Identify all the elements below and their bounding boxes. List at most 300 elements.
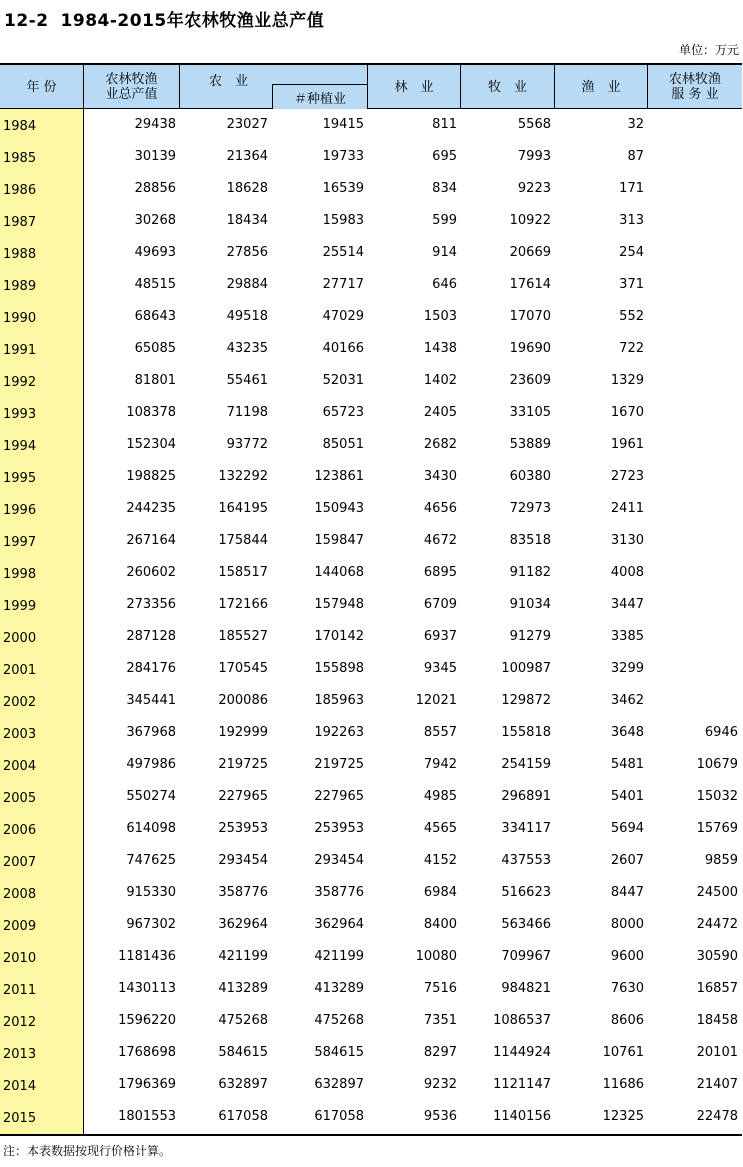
cell-total: 1768698 bbox=[118, 1045, 176, 1060]
cell-crop: 362964 bbox=[314, 917, 364, 932]
cell-agri: 71198 bbox=[226, 405, 268, 420]
cell-crop: 192263 bbox=[314, 725, 364, 740]
cell-forest: 2405 bbox=[423, 405, 457, 420]
cell-total: 967302 bbox=[126, 917, 176, 932]
cell-animal: 17614 bbox=[509, 277, 551, 292]
cell-service: 21407 bbox=[696, 1077, 738, 1092]
cell-animal: 60380 bbox=[509, 469, 551, 484]
cell-forest: 834 bbox=[432, 181, 457, 196]
cell-agri: 18434 bbox=[226, 213, 268, 228]
cell-forest: 646 bbox=[432, 277, 457, 292]
cell-service: 20101 bbox=[696, 1045, 738, 1060]
cell-crop: 15983 bbox=[322, 213, 364, 228]
cell-agri: 584615 bbox=[218, 1045, 268, 1060]
cell-fish: 5694 bbox=[610, 821, 644, 836]
cell-total: 108378 bbox=[126, 405, 176, 420]
cell-animal: 254159 bbox=[501, 757, 551, 772]
table-row bbox=[0, 525, 742, 557]
cell-forest: 6895 bbox=[423, 565, 457, 580]
cell-crop: 52031 bbox=[322, 373, 364, 388]
cell-service bbox=[648, 653, 742, 685]
cell-year: 1984 bbox=[3, 119, 37, 134]
cell-year: 1989 bbox=[3, 279, 37, 294]
cell-animal: 563466 bbox=[501, 917, 551, 932]
cell-crop: 185963 bbox=[314, 693, 364, 708]
cell-forest: 4985 bbox=[423, 789, 457, 804]
cell-forest: 12021 bbox=[415, 693, 457, 708]
table-row bbox=[0, 461, 742, 493]
header-service-line1: 农林牧渔 bbox=[668, 72, 721, 87]
table-row bbox=[0, 717, 742, 749]
cell-service bbox=[648, 205, 742, 237]
cell-service: 6946 bbox=[704, 725, 738, 740]
table-row bbox=[0, 1069, 742, 1101]
cell-forest: 4565 bbox=[423, 821, 457, 836]
cell-year: 2013 bbox=[3, 1047, 37, 1062]
cell-animal: 19690 bbox=[509, 341, 551, 356]
cell-service: 9859 bbox=[704, 853, 738, 868]
cell-forest: 2682 bbox=[423, 437, 457, 452]
cell-agri: 43235 bbox=[226, 341, 268, 356]
cell-forest: 7351 bbox=[423, 1013, 457, 1028]
header-total-line1: 农林牧渔 bbox=[105, 72, 158, 87]
cell-animal: 516623 bbox=[501, 885, 551, 900]
cell-fish: 5481 bbox=[610, 757, 644, 772]
cell-service bbox=[648, 173, 742, 205]
cell-forest: 6709 bbox=[423, 597, 457, 612]
cell-forest: 8297 bbox=[423, 1045, 457, 1060]
cell-crop: 19415 bbox=[322, 117, 364, 132]
cell-agri: 185527 bbox=[218, 629, 268, 644]
cell-crop: 40166 bbox=[322, 341, 364, 356]
cell-year: 1990 bbox=[3, 311, 37, 326]
table-bottom-border bbox=[0, 1134, 742, 1136]
cell-fish: 313 bbox=[619, 213, 644, 228]
cell-agri: 18628 bbox=[226, 181, 268, 196]
cell-forest: 7942 bbox=[423, 757, 457, 772]
cell-year: 2009 bbox=[3, 919, 37, 934]
cell-animal: 129872 bbox=[501, 693, 551, 708]
cell-animal: 83518 bbox=[509, 533, 551, 548]
cell-fish: 5401 bbox=[610, 789, 644, 804]
cell-service bbox=[648, 525, 742, 557]
cell-year: 1988 bbox=[3, 247, 37, 262]
cell-total: 345441 bbox=[126, 693, 176, 708]
cell-animal: 91182 bbox=[509, 565, 551, 580]
cell-fish: 7630 bbox=[610, 981, 644, 996]
cell-animal: 53889 bbox=[509, 437, 551, 452]
table-header bbox=[0, 63, 742, 109]
cell-agri: 93772 bbox=[226, 437, 268, 452]
table-row bbox=[0, 397, 742, 429]
cell-total: 1181436 bbox=[118, 949, 176, 964]
header-animal: 牧 业 bbox=[461, 65, 555, 109]
cell-crop: 475268 bbox=[314, 1013, 364, 1028]
cell-year: 1997 bbox=[3, 535, 37, 550]
header-total-line2: 业总产值 bbox=[105, 87, 158, 102]
cell-agri: 293454 bbox=[218, 853, 268, 868]
cell-year: 2001 bbox=[3, 663, 37, 678]
cell-animal: 1121147 bbox=[493, 1077, 551, 1092]
cell-crop: 253953 bbox=[314, 821, 364, 836]
cell-total: 284176 bbox=[126, 661, 176, 676]
cell-crop: 27717 bbox=[322, 277, 364, 292]
cell-service: 24500 bbox=[696, 885, 738, 900]
cell-forest: 695 bbox=[432, 149, 457, 164]
cell-animal: 334117 bbox=[501, 821, 551, 836]
cell-agri: 362964 bbox=[218, 917, 268, 932]
table-row bbox=[0, 365, 742, 397]
header-total bbox=[84, 65, 180, 109]
cell-year: 2011 bbox=[3, 983, 37, 998]
cell-fish: 8606 bbox=[610, 1013, 644, 1028]
cell-service bbox=[648, 461, 742, 493]
table-row bbox=[0, 941, 742, 973]
cell-agri: 170545 bbox=[218, 661, 268, 676]
table-row bbox=[0, 237, 742, 269]
header-crops: ＃种植业 bbox=[272, 84, 368, 109]
cell-animal: 155818 bbox=[501, 725, 551, 740]
cell-total: 550274 bbox=[126, 789, 176, 804]
cell-crop: 65723 bbox=[322, 405, 364, 420]
header-fishery: 渔 业 bbox=[555, 65, 648, 109]
table-row bbox=[0, 653, 742, 685]
cell-total: 273356 bbox=[126, 597, 176, 612]
cell-crop: 25514 bbox=[322, 245, 364, 260]
cell-crop: 155898 bbox=[314, 661, 364, 676]
cell-agri: 175844 bbox=[218, 533, 268, 548]
cell-animal: 100987 bbox=[501, 661, 551, 676]
cell-forest: 9232 bbox=[423, 1077, 457, 1092]
cell-year: 2000 bbox=[3, 631, 37, 646]
cell-service: 16857 bbox=[696, 981, 738, 996]
cell-service bbox=[648, 397, 742, 429]
cell-year: 1987 bbox=[3, 215, 37, 230]
cell-fish: 10761 bbox=[602, 1045, 644, 1060]
cell-agri: 358776 bbox=[218, 885, 268, 900]
cell-forest: 599 bbox=[432, 213, 457, 228]
cell-animal: 23609 bbox=[509, 373, 551, 388]
cell-fish: 1670 bbox=[610, 405, 644, 420]
cell-crop: 358776 bbox=[314, 885, 364, 900]
cell-animal: 33105 bbox=[509, 405, 551, 420]
table-row bbox=[0, 301, 742, 333]
unit-label: 单位：万元 bbox=[678, 43, 739, 57]
header-service-line2: 服 务 业 bbox=[671, 87, 719, 102]
cell-service bbox=[648, 493, 742, 525]
cell-forest: 4672 bbox=[423, 533, 457, 548]
cell-agri: 132292 bbox=[218, 469, 268, 484]
cell-total: 367968 bbox=[126, 725, 176, 740]
cell-year: 2014 bbox=[3, 1079, 37, 1094]
cell-crop: 16539 bbox=[322, 181, 364, 196]
cell-fish: 3385 bbox=[610, 629, 644, 644]
cell-agri: 23027 bbox=[226, 117, 268, 132]
cell-service: 24472 bbox=[696, 917, 738, 932]
cell-service bbox=[648, 365, 742, 397]
cell-animal: 296891 bbox=[501, 789, 551, 804]
cell-year: 2010 bbox=[3, 951, 37, 966]
cell-crop: 632897 bbox=[314, 1077, 364, 1092]
cell-total: 267164 bbox=[126, 533, 176, 548]
cell-service bbox=[648, 333, 742, 365]
cell-forest: 9345 bbox=[423, 661, 457, 676]
cell-service: 10679 bbox=[696, 757, 738, 772]
table-row bbox=[0, 109, 742, 141]
cell-fish: 1961 bbox=[610, 437, 644, 452]
cell-crop: 227965 bbox=[314, 789, 364, 804]
table-row bbox=[0, 141, 742, 173]
cell-service bbox=[648, 621, 742, 653]
cell-agri: 253953 bbox=[218, 821, 268, 836]
cell-total: 1430113 bbox=[118, 981, 176, 996]
header-year: 年 份 bbox=[0, 65, 84, 109]
cell-fish: 87 bbox=[627, 149, 644, 164]
cell-fish: 3130 bbox=[610, 533, 644, 548]
cell-agri: 21364 bbox=[226, 149, 268, 164]
cell-service bbox=[648, 685, 742, 717]
cell-fish: 3447 bbox=[610, 597, 644, 612]
table-title: 1984-2015年农林牧渔业总产值 bbox=[60, 11, 325, 31]
cell-agri: 475268 bbox=[218, 1013, 268, 1028]
table-row bbox=[0, 845, 742, 877]
cell-agri: 55461 bbox=[226, 373, 268, 388]
cell-total: 260602 bbox=[126, 565, 176, 580]
cell-fish: 722 bbox=[619, 341, 644, 356]
cell-agri: 617058 bbox=[218, 1109, 268, 1124]
cell-fish: 12325 bbox=[602, 1109, 644, 1124]
cell-year: 1995 bbox=[3, 471, 37, 486]
table-number: 12-2 bbox=[4, 11, 49, 31]
cell-forest: 4656 bbox=[423, 501, 457, 516]
cell-fish: 11686 bbox=[602, 1077, 644, 1092]
cell-animal: 437553 bbox=[501, 853, 551, 868]
table-row bbox=[0, 205, 742, 237]
cell-total: 29438 bbox=[134, 117, 176, 132]
cell-year: 2012 bbox=[3, 1015, 37, 1030]
cell-total: 614098 bbox=[126, 821, 176, 836]
cell-fish: 32 bbox=[627, 117, 644, 132]
table-row bbox=[0, 269, 742, 301]
table-row bbox=[0, 1101, 742, 1133]
cell-agri: 27856 bbox=[226, 245, 268, 260]
cell-animal: 1086537 bbox=[493, 1013, 551, 1028]
cell-service bbox=[648, 109, 742, 141]
cell-fish: 9600 bbox=[610, 949, 644, 964]
cell-year: 2007 bbox=[3, 855, 37, 870]
cell-forest: 4152 bbox=[423, 853, 457, 868]
cell-forest: 3430 bbox=[423, 469, 457, 484]
cell-fish: 3462 bbox=[610, 693, 644, 708]
footnote: 注：本表数据按现行价格计算。 bbox=[3, 1144, 172, 1158]
cell-service bbox=[648, 301, 742, 333]
cell-forest: 6937 bbox=[423, 629, 457, 644]
cell-year: 1986 bbox=[3, 183, 37, 198]
cell-animal: 20669 bbox=[509, 245, 551, 260]
table-row bbox=[0, 813, 742, 845]
cell-agri: 164195 bbox=[218, 501, 268, 516]
cell-total: 30139 bbox=[134, 149, 176, 164]
cell-year: 1996 bbox=[3, 503, 37, 518]
cell-service: 15032 bbox=[696, 789, 738, 804]
cell-crop: 123861 bbox=[314, 469, 364, 484]
cell-forest: 1438 bbox=[423, 341, 457, 356]
cell-agri: 421199 bbox=[218, 949, 268, 964]
table-body bbox=[0, 109, 742, 1134]
cell-agri: 158517 bbox=[218, 565, 268, 580]
cell-year: 2002 bbox=[3, 695, 37, 710]
cell-animal: 5568 bbox=[517, 117, 551, 132]
cell-agri: 29884 bbox=[226, 277, 268, 292]
cell-fish: 8000 bbox=[610, 917, 644, 932]
cell-forest: 1402 bbox=[423, 373, 457, 388]
cell-total: 747625 bbox=[126, 853, 176, 868]
cell-fish: 1329 bbox=[610, 373, 644, 388]
cell-forest: 1503 bbox=[423, 309, 457, 324]
cell-crop: 219725 bbox=[314, 757, 364, 772]
cell-crop: 19733 bbox=[322, 149, 364, 164]
cell-service: 15769 bbox=[696, 821, 738, 836]
cell-forest: 914 bbox=[432, 245, 457, 260]
table-row bbox=[0, 749, 742, 781]
table-row bbox=[0, 973, 742, 1005]
cell-total: 152304 bbox=[126, 437, 176, 452]
cell-total: 28856 bbox=[134, 181, 176, 196]
table-row bbox=[0, 685, 742, 717]
table-row bbox=[0, 589, 742, 621]
table-row bbox=[0, 621, 742, 653]
cell-crop: 159847 bbox=[314, 533, 364, 548]
cell-total: 81801 bbox=[134, 373, 176, 388]
cell-year: 1985 bbox=[3, 151, 37, 166]
cell-service bbox=[648, 237, 742, 269]
cell-forest: 811 bbox=[432, 117, 457, 132]
cell-fish: 171 bbox=[619, 181, 644, 196]
cell-agri: 413289 bbox=[218, 981, 268, 996]
page-title bbox=[4, 6, 324, 31]
cell-year: 1998 bbox=[3, 567, 37, 582]
header-forestry: 林 业 bbox=[368, 65, 461, 109]
cell-fish: 552 bbox=[619, 309, 644, 324]
cell-fish: 3648 bbox=[610, 725, 644, 740]
cell-animal: 17070 bbox=[509, 309, 551, 324]
cell-total: 49693 bbox=[134, 245, 176, 260]
cell-animal: 9223 bbox=[517, 181, 551, 196]
cell-crop: 150943 bbox=[314, 501, 364, 516]
cell-animal: 91034 bbox=[509, 597, 551, 612]
cell-total: 30268 bbox=[134, 213, 176, 228]
cell-service bbox=[648, 141, 742, 173]
cell-total: 1596220 bbox=[118, 1013, 176, 1028]
cell-service bbox=[648, 589, 742, 621]
cell-forest: 8400 bbox=[423, 917, 457, 932]
cell-animal: 709967 bbox=[501, 949, 551, 964]
cell-fish: 254 bbox=[619, 245, 644, 260]
cell-total: 915330 bbox=[126, 885, 176, 900]
cell-forest: 6984 bbox=[423, 885, 457, 900]
table-row bbox=[0, 493, 742, 525]
table-row bbox=[0, 557, 742, 589]
cell-animal: 7993 bbox=[517, 149, 551, 164]
cell-crop: 157948 bbox=[314, 597, 364, 612]
cell-animal: 10922 bbox=[509, 213, 551, 228]
cell-year: 1993 bbox=[3, 407, 37, 422]
table-row bbox=[0, 1005, 742, 1037]
cell-animal: 72973 bbox=[509, 501, 551, 516]
cell-total: 497986 bbox=[126, 757, 176, 772]
cell-total: 287128 bbox=[126, 629, 176, 644]
table-row bbox=[0, 429, 742, 461]
cell-forest: 7516 bbox=[423, 981, 457, 996]
cell-crop: 170142 bbox=[314, 629, 364, 644]
cell-animal: 984821 bbox=[501, 981, 551, 996]
cell-fish: 3299 bbox=[610, 661, 644, 676]
cell-agri: 172166 bbox=[218, 597, 268, 612]
cell-crop: 85051 bbox=[322, 437, 364, 452]
cell-year: 2004 bbox=[3, 759, 37, 774]
cell-forest: 8557 bbox=[423, 725, 457, 740]
table-row bbox=[0, 781, 742, 813]
table-row bbox=[0, 877, 742, 909]
header-agriculture: 农 业 bbox=[180, 65, 368, 109]
cell-fish: 2723 bbox=[610, 469, 644, 484]
cell-forest: 9536 bbox=[423, 1109, 457, 1124]
cell-service bbox=[648, 557, 742, 589]
header-service bbox=[648, 65, 742, 109]
cell-total: 68643 bbox=[134, 309, 176, 324]
cell-total: 198825 bbox=[126, 469, 176, 484]
cell-total: 65085 bbox=[134, 341, 176, 356]
cell-agri: 49518 bbox=[226, 309, 268, 324]
cell-fish: 8447 bbox=[610, 885, 644, 900]
cell-animal: 1144924 bbox=[493, 1045, 551, 1060]
cell-total: 1796369 bbox=[118, 1077, 176, 1092]
cell-year: 2003 bbox=[3, 727, 37, 742]
table-row bbox=[0, 333, 742, 365]
cell-agri: 632897 bbox=[218, 1077, 268, 1092]
cell-total: 1801553 bbox=[118, 1109, 176, 1124]
cell-service: 22478 bbox=[696, 1109, 738, 1124]
cell-fish: 371 bbox=[619, 277, 644, 292]
cell-crop: 421199 bbox=[314, 949, 364, 964]
cell-crop: 617058 bbox=[314, 1109, 364, 1124]
cell-fish: 2607 bbox=[610, 853, 644, 868]
cell-year: 2008 bbox=[3, 887, 37, 902]
table-row bbox=[0, 909, 742, 941]
cell-service bbox=[648, 429, 742, 461]
cell-total: 48515 bbox=[134, 277, 176, 292]
table-row bbox=[0, 173, 742, 205]
cell-agri: 219725 bbox=[218, 757, 268, 772]
cell-year: 2015 bbox=[3, 1111, 37, 1126]
cell-year: 1991 bbox=[3, 343, 37, 358]
cell-crop: 413289 bbox=[314, 981, 364, 996]
cell-crop: 293454 bbox=[314, 853, 364, 868]
cell-fish: 2411 bbox=[610, 501, 644, 516]
cell-agri: 200086 bbox=[218, 693, 268, 708]
cell-animal: 91279 bbox=[509, 629, 551, 644]
cell-crop: 47029 bbox=[322, 309, 364, 324]
cell-year: 2005 bbox=[3, 791, 37, 806]
cell-crop: 144068 bbox=[314, 565, 364, 580]
cell-service: 18458 bbox=[696, 1013, 738, 1028]
cell-total: 244235 bbox=[126, 501, 176, 516]
cell-service bbox=[648, 269, 742, 301]
cell-year: 1994 bbox=[3, 439, 37, 454]
cell-crop: 584615 bbox=[314, 1045, 364, 1060]
cell-fish: 4008 bbox=[610, 565, 644, 580]
cell-year: 1992 bbox=[3, 375, 37, 390]
